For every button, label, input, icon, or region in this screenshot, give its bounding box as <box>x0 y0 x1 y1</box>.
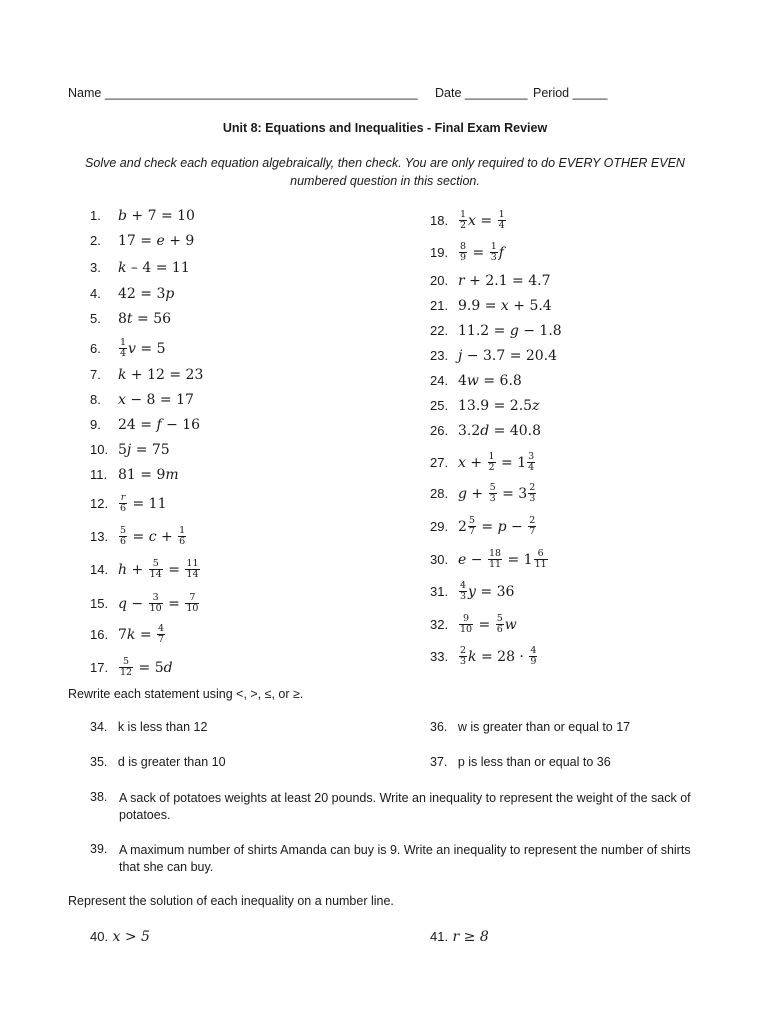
equation-item <box>430 210 507 231</box>
question-text: k is less than 12 <box>117 720 208 734</box>
equation-item <box>430 614 517 635</box>
question-35 <box>90 755 226 769</box>
equation-number: 27. <box>430 455 449 470</box>
equation: 24 = f − 16 <box>118 416 201 433</box>
equation-number: 24. <box>430 373 449 389</box>
question-number: 37. <box>430 755 448 769</box>
question-36 <box>430 720 630 734</box>
equation: 11.2 = g − 1.8 <box>458 322 562 339</box>
equation-number: 9. <box>90 417 101 433</box>
equation-item <box>430 549 549 570</box>
fraction: $\frac{1}{2}$ <box>460 209 467 231</box>
period-field[interactable]: Period _____ <box>533 86 608 100</box>
equation: r + 2.1 = 4.7 <box>458 272 551 289</box>
equation-number: 28. <box>430 486 449 501</box>
equation-number: 1. <box>90 208 101 224</box>
equation-item <box>430 242 504 263</box>
equation: b + 7 = 10 <box>118 207 195 224</box>
equation-item <box>430 347 557 365</box>
question-number: 34. <box>90 720 108 734</box>
fraction: $\frac{1}{6}$ <box>179 525 186 547</box>
fraction: $\frac{5}{7}$ <box>468 515 475 537</box>
equation-item <box>90 593 200 614</box>
equation-item <box>430 452 536 473</box>
question-41 <box>430 928 489 946</box>
equation-number: 21. <box>430 298 449 314</box>
equation-number: 23. <box>430 348 449 364</box>
equation-item <box>430 483 537 504</box>
equation-item <box>430 372 522 390</box>
equation-number: 3. <box>90 260 101 276</box>
fraction: $\frac{1}{3}$ <box>490 241 497 263</box>
equation-item <box>90 259 190 277</box>
equation: $\frac{5}{12}$ = 5d <box>120 656 173 678</box>
equation-item <box>430 646 538 667</box>
equation-item <box>90 338 166 359</box>
equation-item <box>430 516 537 537</box>
fraction: $\frac{1}{4}$ <box>120 337 127 359</box>
equation: $\frac{1}{2}$ x = $\frac{1}{4}$ <box>460 209 505 231</box>
equation: j − 3.7 = 20.4 <box>458 347 558 364</box>
fraction: $\frac{7}{10}$ <box>186 592 199 614</box>
equation-item <box>90 493 167 514</box>
equation-item <box>90 657 173 678</box>
question-text: w is greater than or equal to 17 <box>457 720 631 734</box>
equation-item <box>430 581 514 602</box>
equation-number: 15. <box>90 596 109 611</box>
question-38-text: A sack of potatoes weights at least 20 pounds. Write an inequality to represent the weight of the sack of potatoes. <box>119 791 691 822</box>
equation-number: 26. <box>430 423 449 439</box>
equation: 5j = 75 <box>118 441 170 458</box>
fraction: $\frac{1}{4}$ <box>498 209 505 231</box>
equation: $\frac{8}{9}$ = $\frac{1}{3}$ f <box>460 241 504 263</box>
equation-item <box>430 397 539 415</box>
fraction: $\frac{5}{6}$ <box>496 613 503 635</box>
equation-item <box>90 207 195 225</box>
equation-number: 30. <box>430 552 449 567</box>
equation-number: 7. <box>90 367 101 383</box>
question-38-number: 38. <box>90 790 108 804</box>
equation: $\frac{4}{3}$ y = 36 <box>460 580 515 602</box>
equation: 81 = 9m <box>118 466 179 483</box>
fraction: $\frac{r}{6}$ <box>120 492 127 514</box>
equation-item <box>430 297 552 315</box>
equation-number: 32. <box>430 617 449 632</box>
equation-number: 5. <box>90 311 101 327</box>
equation: 42 = 3p <box>118 285 175 302</box>
question-40 <box>90 928 150 946</box>
equation: k – 4 = 11 <box>118 259 190 276</box>
equation-item <box>430 322 562 340</box>
equation-item <box>90 285 174 303</box>
fraction: $\frac{4}{7}$ <box>158 623 165 645</box>
equation-number: 22. <box>430 323 449 339</box>
fraction: $\frac{5}{3}$ <box>489 482 496 504</box>
equation-number: 14. <box>90 562 109 577</box>
question-39-number: 39. <box>90 842 108 856</box>
equation: 8t = 56 <box>118 310 172 327</box>
equation-number: 10. <box>90 442 109 458</box>
equation: x + $\frac{1}{2}$ = 1 $\frac{3}{4}$ <box>458 451 535 473</box>
equation: 17 = e + 9 <box>118 232 195 249</box>
equation-number: 29. <box>430 519 449 534</box>
fraction: $\frac{1}{2}$ <box>488 451 495 473</box>
fraction: $\frac{5}{6}$ <box>120 525 127 547</box>
inequality: r ≥ 8 <box>452 929 489 945</box>
equation-number: 2. <box>90 233 101 249</box>
question-text: p is less than or equal to 36 <box>457 755 611 769</box>
equation: k + 12 = 23 <box>118 366 204 383</box>
fraction: $\frac{3}{10}$ <box>149 592 162 614</box>
equation-item <box>90 466 179 484</box>
equation-item <box>90 624 166 645</box>
numberline-instruction: Represent the solution of each inequality on a number line. <box>68 894 394 908</box>
question-text: d is greater than 10 <box>117 755 226 769</box>
equation: e − $\frac{18}{11}$ = 1 $\frac{6}{11}$ <box>458 548 547 570</box>
equation-item <box>90 416 200 434</box>
fraction: $\frac{5}{12}$ <box>120 656 133 678</box>
fraction: $\frac{6}{11}$ <box>534 548 547 570</box>
fraction: $\frac{11}{14}$ <box>186 558 199 580</box>
question-37 <box>430 755 611 769</box>
fraction: $\frac{3}{4}$ <box>528 451 535 473</box>
equation: 4w = 6.8 <box>458 372 522 389</box>
equation: g + $\frac{5}{3}$ = 3 $\frac{2}{3}$ <box>458 482 536 504</box>
equation-number: 12. <box>90 496 109 511</box>
equation: h + $\frac{5}{14}$ = $\frac{11}{14}$ <box>118 558 199 580</box>
equation-number: 31. <box>430 584 449 599</box>
equation-number: 6. <box>90 341 101 356</box>
date-field[interactable]: Date _________ <box>435 86 528 100</box>
fraction: $\frac{9}{10}$ <box>460 613 473 635</box>
equation: q − $\frac{3}{10}$ = $\frac{7}{10}$ <box>118 592 199 614</box>
question-number: 35. <box>90 755 108 769</box>
fraction: $\frac{2}{3}$ <box>529 482 536 504</box>
question-number: 36. <box>430 720 448 734</box>
equation: 13.9 = 2.5z <box>458 397 540 414</box>
equation-item <box>90 232 194 250</box>
equation: $\frac{9}{10}$ = $\frac{5}{6}$ w <box>460 613 517 635</box>
equation-number: 18. <box>430 213 449 228</box>
equation-number: 25. <box>430 398 449 414</box>
inequality: x > 5 <box>112 929 150 945</box>
equation-number: 19. <box>430 245 449 260</box>
equation: $\frac{1}{4}$ v = 5 <box>120 337 166 359</box>
equation-number: 13. <box>90 529 109 544</box>
fraction: $\frac{8}{9}$ <box>460 241 467 263</box>
equation-item <box>90 391 194 409</box>
fraction: $\frac{2}{3}$ <box>460 645 467 667</box>
equation-number: 17. <box>90 660 109 675</box>
equation-number: 11. <box>90 467 108 483</box>
equation-number: 16. <box>90 627 109 642</box>
equation: $\frac{2}{3}$ k = 28 · $\frac{4}{9}$ <box>460 645 537 667</box>
fraction: $\frac{2}{7}$ <box>529 515 536 537</box>
equation-number: 20. <box>430 273 449 289</box>
equation-item <box>90 526 187 547</box>
question-34 <box>90 720 207 734</box>
equation: $\frac{r}{6}$ = 11 <box>120 492 167 514</box>
fraction: $\frac{18}{11}$ <box>488 548 502 570</box>
equation-item <box>90 310 171 328</box>
equation: 3.2d = 40.8 <box>458 422 542 439</box>
equation-number: 4. <box>90 286 101 302</box>
question-39-text: A maximum number of shirts Amanda can buy is 9. Write an inequality to represent the number of shirts that she can buy. <box>119 843 691 874</box>
equation-item <box>90 441 170 459</box>
fraction: $\frac{5}{14}$ <box>149 558 162 580</box>
equation-item <box>430 422 541 440</box>
page-title: Unit 8: Equations and Inequalities - Final Exam Review <box>222 121 548 135</box>
equation-item <box>90 366 203 384</box>
equation: 2 $\frac{5}{7}$ = p − $\frac{2}{7}$ <box>458 515 536 537</box>
name-field[interactable]: Name _____________________________________________ <box>68 86 418 100</box>
equation-item <box>430 272 551 290</box>
fraction: $\frac{4}{3}$ <box>460 580 467 602</box>
equation: x − 8 = 17 <box>118 391 194 408</box>
instructions: Solve and check each equation algebraically, then check. You are only required to do EVERY OTHER EVEN numbered question in this section. <box>85 156 685 188</box>
fraction: $\frac{4}{9}$ <box>530 645 537 667</box>
question-number: 40. <box>90 929 109 944</box>
equation: 7k = $\frac{4}{7}$ <box>118 623 165 645</box>
equation-item <box>90 559 201 580</box>
question-number: 41. <box>430 929 449 944</box>
rewrite-instruction: Rewrite each statement using <, >, ≤, or ≥. <box>68 687 304 701</box>
equation-number: 8. <box>90 392 101 408</box>
equation: 9.9 = x + 5.4 <box>458 297 552 314</box>
equation: $\frac{5}{6}$ = c + $\frac{1}{6}$ <box>120 525 186 547</box>
equation-number: 33. <box>430 649 449 664</box>
